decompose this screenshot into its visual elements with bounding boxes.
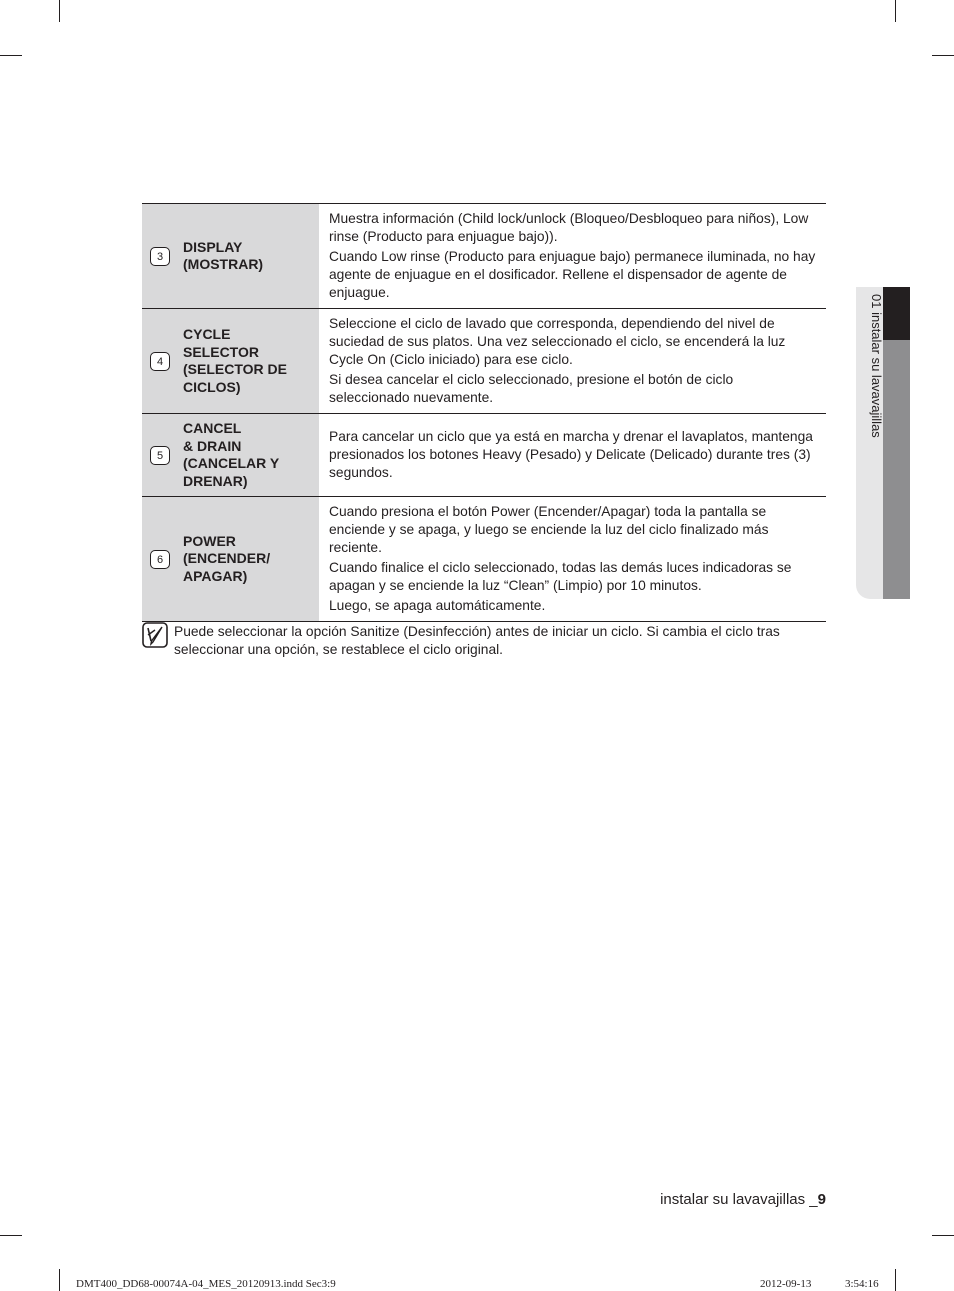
control-name: CANCEL & DRAIN (CANCELAR Y DRENAR) — [183, 420, 280, 489]
print-slug-time: 3:54:16 — [845, 1278, 879, 1290]
control-name: POWER (ENCENDER/ APAGAR) — [183, 532, 271, 584]
control-number-badge: 5 — [150, 446, 170, 465]
description-paragraph: Seleccione el ciclo de lavado que corresponda, dependiendo del nivel de suciedad de sus platos. Una vez seleccionado el ciclo, se encenderá la luz Cycle On (Ciclo iniciado) para ese ciclo. — [329, 316, 786, 367]
control-label-cell — [142, 309, 319, 414]
description-paragraph: Si desea cancelar el ciclo seleccionado, presione el botón de ciclo seleccionado nuevamente. — [329, 372, 734, 405]
control-description — [319, 414, 826, 497]
chapter-label: 01 instalar su lavavajillas — [869, 294, 884, 438]
control-name: CYCLE SELECTOR (SELECTOR DE CICLOS) — [183, 326, 287, 395]
control-description — [319, 204, 826, 309]
description-paragraph: Luego, se apaga automáticamente. — [329, 598, 546, 613]
control-number-badge: 4 — [150, 352, 170, 371]
note-text: Puede seleccionar la opción Sanitize (Desinfección) antes de iniciar un ciclo. Si cambia el ciclo tras seleccionar una opción, se restablece el ciclo original. — [174, 624, 780, 657]
tab-grey-block — [883, 340, 910, 599]
footer-section: instalar su lavavajillas _ — [660, 1191, 818, 1208]
print-slug-date: 2012-09-13 — [760, 1278, 812, 1290]
crop-mark — [59, 0, 60, 22]
table-row — [142, 204, 826, 309]
tab-dark-block — [883, 287, 910, 340]
chapter-side-tab — [856, 287, 910, 599]
control-description — [319, 309, 826, 414]
control-panel-table — [142, 203, 826, 622]
description-paragraph: Cuando finalice el ciclo seleccionado, todas las demás luces indicadoras se apagan y se enciende la luz “Clean” (Limpio) por 10 minutos. — [329, 560, 792, 593]
crop-mark — [932, 1235, 954, 1236]
control-number-badge: 6 — [150, 550, 170, 569]
description-paragraph: Cuando Low rinse (Producto para enjuague bajo) permanece iluminada, no hay agente de enjuague en el dosificador. Rellene el dispensador de agente de enjuague. — [329, 249, 816, 300]
control-label-cell — [142, 497, 319, 622]
control-label-cell — [142, 414, 319, 497]
print-slug-file: DMT400_DD68-00074A-04_MES_20120913.indd Sec3:9 — [76, 1278, 336, 1290]
table-row — [142, 309, 826, 414]
table-row — [142, 414, 826, 497]
crop-mark — [932, 55, 954, 56]
crop-mark — [0, 55, 22, 56]
crop-mark — [59, 1269, 60, 1291]
page-footer — [660, 1191, 826, 1208]
description-paragraph: Muestra información (Child lock/unlock (Bloqueo/Desbloqueo para niños), Low rinse (Producto para enjuague bajo)). — [329, 211, 809, 244]
description-paragraph: Para cancelar un ciclo que ya está en marcha y drenar el lavaplatos, mantenga presionados los botones Heavy (Pesado) y Delicate (Delicado) durante tres (3) segundos. — [329, 429, 813, 480]
note-block — [142, 622, 826, 658]
page-number: 9 — [817, 1191, 826, 1208]
crop-mark — [0, 1235, 22, 1236]
control-name: DISPLAY (MOSTRAR) — [183, 238, 264, 272]
control-label-cell — [142, 204, 319, 309]
control-description — [319, 497, 826, 622]
crop-mark — [895, 0, 896, 22]
note-pencil-icon — [142, 622, 168, 648]
description-paragraph: Cuando presiona el botón Power (Encender/Apagar) toda la pantalla se enciende y se apaga, y luego se enciende la luz del ciclo finalizado más reciente. — [329, 504, 769, 555]
table-row — [142, 497, 826, 622]
crop-mark — [895, 1269, 896, 1291]
control-number-badge: 3 — [150, 247, 170, 266]
